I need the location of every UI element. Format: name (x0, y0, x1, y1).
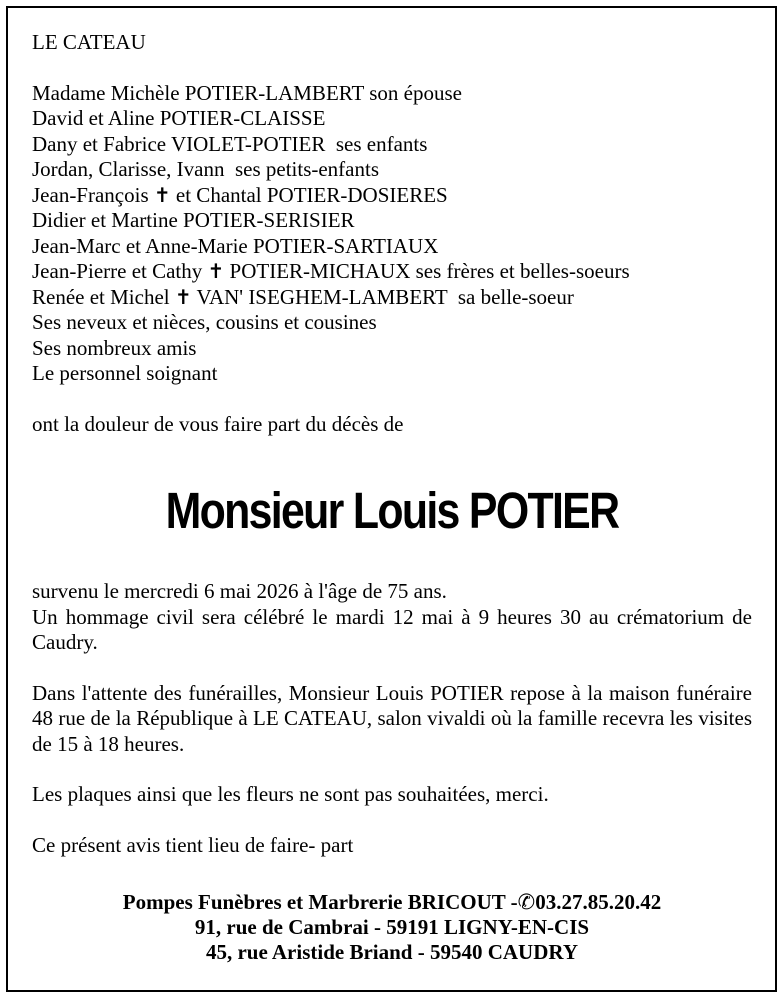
visitation-text: Dans l'attente des funérailles, Monsieur Louis POTIER repose à la maison funéraire 48 rue de la République à LE CATEAU, salon vivaldi où la famille recevra les visites de 15 à 18 heures. (32, 680, 752, 756)
funeral-home-phone: 03.27.85.20.42 (535, 890, 662, 914)
funeral-home-address: 45, rue Aristide Briand - 59540 CAUDRY (205, 940, 578, 964)
family-list (32, 81, 752, 387)
town-heading: LE CATEAU (32, 30, 146, 54)
deceased-name: Monsieur Louis POTIER (165, 482, 619, 539)
family-line-part: Jean-François (32, 182, 154, 207)
family-line: Dany et Fabrice VIOLET-POTIER ses enfants (32, 131, 428, 156)
family-line: Jordan, Clarisse, Ivann ses petits-enfants (32, 157, 380, 181)
flowers-text: Les plaques ainsi que les fleurs ne sont pas souhaitées, merci. (32, 782, 549, 806)
ceremony-text: Un hommage civil sera célébré le mardi 12 mai à 9 heures 30 au crématorium de Caudry. (32, 604, 752, 654)
cross-icon: ✝ (174, 284, 192, 309)
announcement-text: ont la douleur de vous faire part du décès de (32, 411, 404, 436)
funeral-home-address: 91, rue de Cambrai - 59191 LIGNY-EN-CIS (194, 915, 590, 939)
death-date-text: survenu le mercredi 6 mai 2026 à l'âge de 75 ans. (32, 579, 447, 603)
family-line (32, 259, 752, 285)
funeral-home-footer (10, 890, 774, 965)
phone-icon: ✆ (517, 890, 536, 914)
family-line (32, 183, 752, 209)
family-line-part: Jean-Pierre et Cathy (32, 259, 208, 283)
family-line: Ses nombreux amis (32, 335, 197, 360)
family-line: Madame Michèle POTIER-LAMBERT son épouse (32, 80, 462, 105)
family-line: Jean-Marc et Anne-Marie POTIER-SARTIAUX (32, 233, 439, 258)
cross-icon: ✝ (207, 259, 225, 283)
family-line-part: POTIER-MICHAUX ses frères et belles-soeurs (224, 259, 630, 283)
closing-text: Ce présent avis tient lieu de faire- part (32, 832, 354, 857)
family-line: Le personnel soignant (32, 361, 218, 385)
notice-body (32, 30, 752, 858)
cross-icon: ✝ (153, 182, 171, 207)
family-line-part: Renée et Michel (32, 284, 175, 309)
family-line-part: VAN' ISEGHEM-LAMBERT sa belle-soeur (191, 284, 574, 309)
family-line-part: et Chantal POTIER-DOSIERES (170, 182, 448, 207)
family-line: Didier et Martine POTIER-SERISIER (32, 208, 355, 232)
funeral-home-line (10, 890, 774, 915)
family-line (32, 285, 752, 311)
family-line: Ses neveux et nièces, cousins et cousines (32, 310, 377, 334)
family-line: David et Aline POTIER-CLAISSE (32, 106, 326, 130)
funeral-home-name: Pompes Funèbres et Marbrerie BRICOUT - (122, 890, 518, 914)
